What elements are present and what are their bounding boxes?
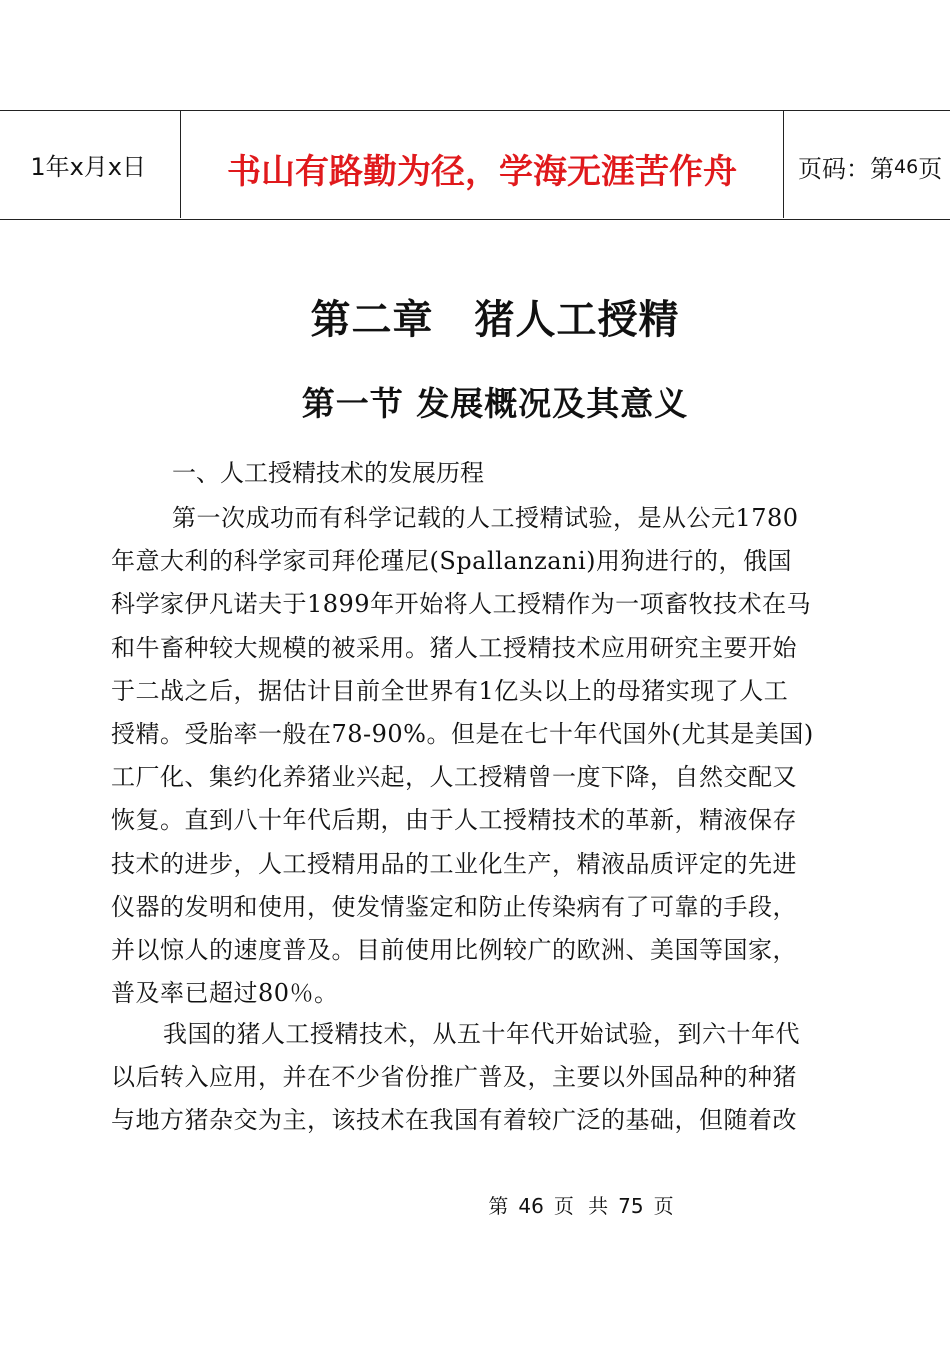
subheading: 一、人工授精技术的发展历程 <box>172 459 484 487</box>
chapter-title: 第二章 猪人工授精 <box>310 297 680 343</box>
paragraph-line: 授精。受胎率一般在78-90%。但是在七十年代国外(尤其是美国) <box>111 719 814 748</box>
paragraph-line: 与地方猪杂交为主，该技术在我国有着较广泛的基础，但随着改 <box>111 1106 797 1135</box>
paragraph-line: 年意大利的科学家司拜伦瑾尼(Spallanzani)用狗进行的，俄国 <box>111 547 793 576</box>
page-header <box>0 110 950 220</box>
section-title: 第一节 发展概况及其意义 <box>301 384 689 423</box>
paragraph-line: 第一次成功而有科学记载的人工授精试验，是从公元1780 <box>172 504 799 532</box>
footer-total-pages: 75 <box>618 1194 644 1218</box>
footer-prefix: 第 <box>488 1194 509 1218</box>
paragraph-line: 科学家伊凡诺夫于1899年开始将人工授精作为一项畜牧技术在马 <box>111 590 812 619</box>
header-page-number <box>784 111 950 218</box>
paragraph-line: 于二战之后，据估计目前全世界有1亿头以上的母猪实现了人工 <box>111 676 789 705</box>
paragraph-2 <box>111 1013 881 1143</box>
paragraph-line: 以后转入应用，并在不少省份推广普及，主要以外国品种的种猪 <box>111 1063 797 1092</box>
header-motto-text: 书山有路勤为径，学海无涯苦作舟 <box>227 152 737 192</box>
header-page-value: 46 <box>894 155 919 178</box>
paragraph-line: 普及率已超过80％。 <box>111 979 339 1008</box>
footer-middle: 页 共 <box>553 1194 609 1218</box>
header-page-label: 页码：第 <box>798 155 894 183</box>
header-date <box>0 111 181 218</box>
paragraph-line: 并以惊人的速度普及。目前使用比例较广的欧洲、美国等国家， <box>111 935 797 964</box>
footer-suffix: 页 <box>653 1194 674 1218</box>
paragraph-line: 工厂化、集约化养猪业兴起，人工授精曾一度下降，自然交配又 <box>111 763 797 792</box>
paragraph-line: 恢复。直到八十年代后期，由于人工授精技术的革新，精液保存 <box>111 806 797 835</box>
paragraph-line: 技术的进步，人工授精用品的工业化生产，精液品质评定的先进 <box>111 849 797 878</box>
footer-current-page: 46 <box>518 1194 544 1218</box>
paragraph-line: 仪器的发明和使用，使发情鉴定和防止传染病有了可靠的手段， <box>111 892 797 921</box>
header-page-suffix: 页 <box>918 155 943 183</box>
paragraph-line: 我国的猪人工授精技术，从五十年代开始试验，到六十年代 <box>163 1020 800 1048</box>
header-motto <box>181 111 784 218</box>
header-date-text: 1年x月x日 <box>30 153 146 181</box>
paragraph-1 <box>111 497 881 1015</box>
paragraph-line: 和牛畜种较大规模的被采用。猪人工授精技术应用研究主要开始 <box>111 633 797 662</box>
page-footer <box>0 1190 950 1219</box>
